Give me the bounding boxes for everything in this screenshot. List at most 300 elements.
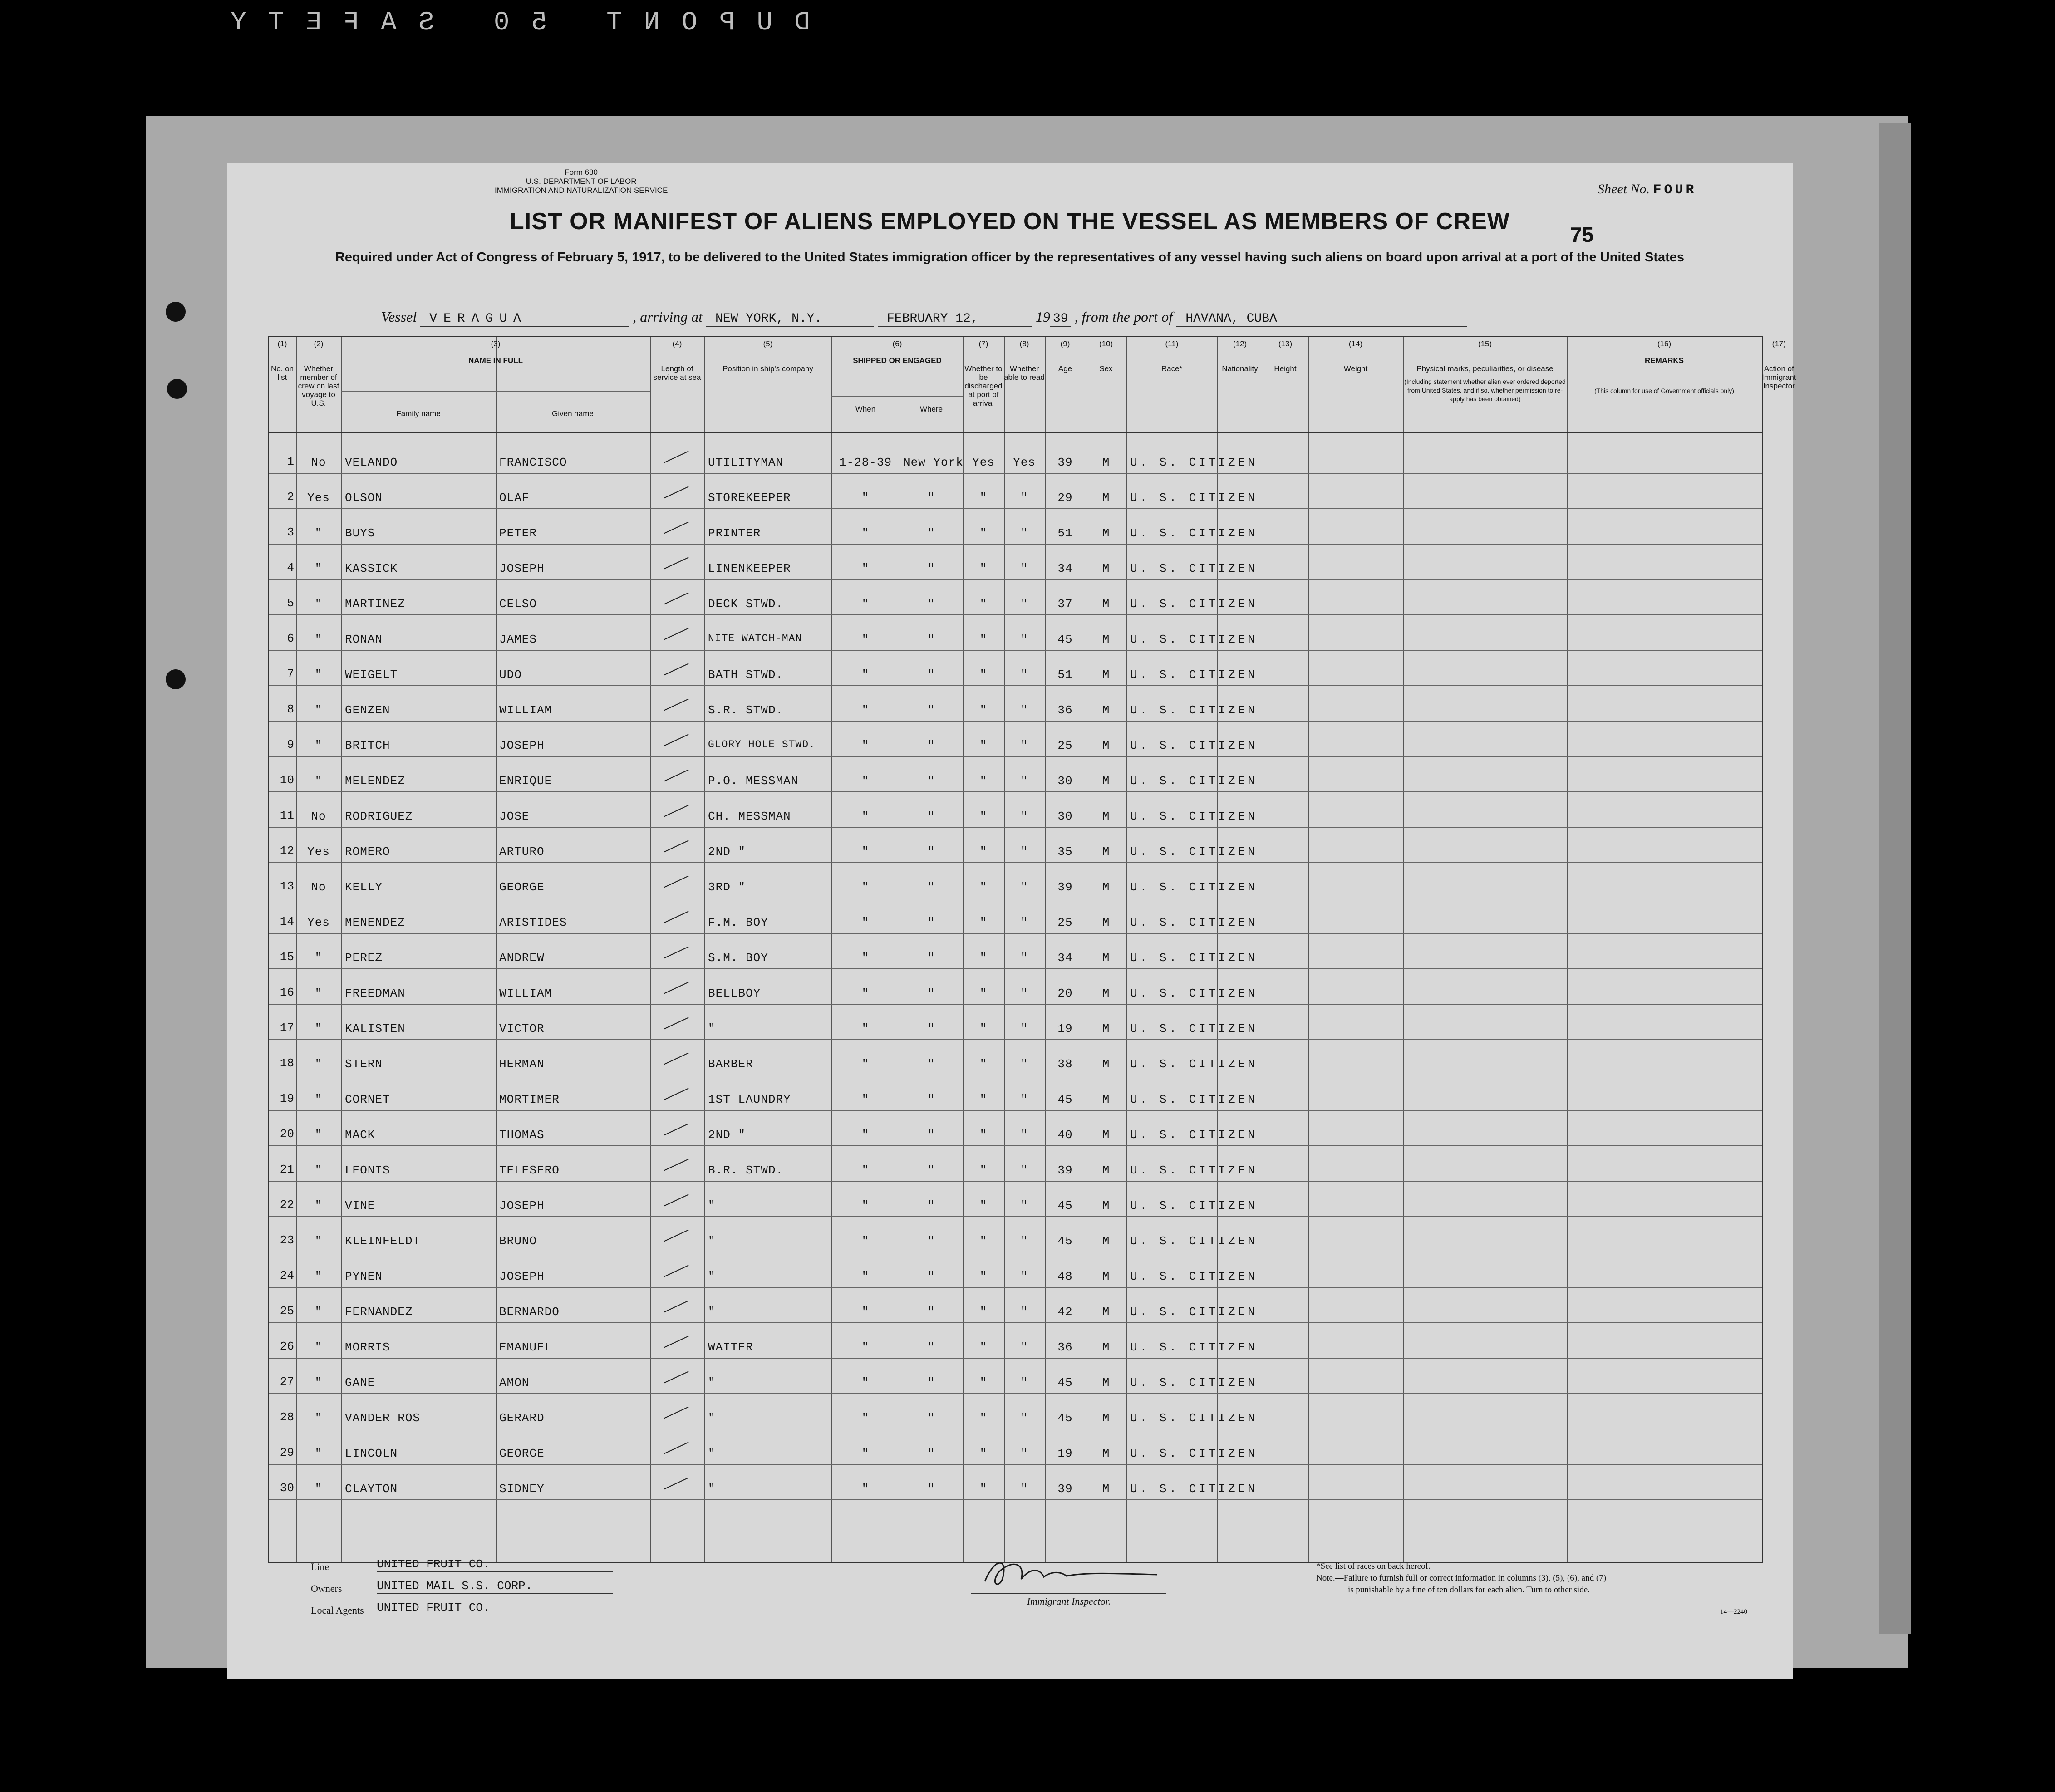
column-header	[1217, 339, 1263, 373]
column-label: Weight	[1343, 364, 1368, 373]
column-header	[1403, 339, 1567, 373]
row-number: 22	[280, 1198, 294, 1212]
to-be-discharged: "	[979, 880, 988, 894]
shipped-when: "	[861, 1128, 870, 1142]
shipped-when: "	[861, 1270, 870, 1283]
column-header	[296, 339, 341, 407]
shipped-when: "	[861, 845, 870, 859]
column-number: (17)	[1772, 339, 1786, 348]
crew-last-voyage: Yes	[307, 916, 330, 929]
able-to-read: Yes	[1013, 456, 1036, 469]
shipped-where: "	[927, 1270, 935, 1283]
to-be-discharged: Yes	[972, 456, 995, 469]
row-number: 23	[280, 1233, 294, 1247]
shipped-where: New York	[903, 456, 964, 469]
crew-last-voyage: No	[311, 456, 326, 469]
shipped-where: "	[927, 916, 935, 929]
row-number: 5	[287, 596, 294, 610]
inspector-label: Immigrant Inspector.	[971, 1593, 1166, 1607]
row-number: 8	[287, 702, 294, 716]
family-name: LINCOLN	[345, 1447, 398, 1460]
crew-last-voyage: "	[315, 668, 323, 682]
able-to-read: "	[1020, 597, 1028, 611]
service-check-mark	[664, 1017, 688, 1029]
service-check-mark	[664, 734, 688, 746]
column-label: Whether member of crew on last voyage to U.S.	[298, 364, 339, 407]
shipped-where: "	[927, 774, 935, 788]
binder-hole	[167, 379, 187, 399]
column-number: (11)	[1165, 339, 1179, 348]
able-to-read: "	[1020, 668, 1028, 682]
column-header	[1004, 339, 1045, 382]
family-name: MENENDEZ	[345, 916, 405, 929]
service-check-mark	[664, 840, 688, 852]
sex: M	[1102, 456, 1110, 469]
table-row	[269, 653, 1762, 689]
given-name: BERNARDO	[499, 1305, 560, 1319]
row-number: 18	[280, 1056, 294, 1070]
nationality: U. S. CITIZEN	[1130, 845, 1258, 859]
service-check-mark	[664, 557, 688, 569]
inspector-signature	[976, 1554, 1166, 1591]
races-note: *See list of races on back hereof.	[1316, 1561, 1431, 1571]
age: 25	[1057, 916, 1073, 929]
sex: M	[1102, 668, 1110, 682]
position: 2ND "	[708, 1128, 746, 1142]
able-to-read: "	[1020, 845, 1028, 859]
when-header: When	[855, 405, 876, 413]
able-to-read: "	[1020, 810, 1028, 823]
to-be-discharged: "	[979, 1057, 988, 1071]
column-label: Nationality	[1222, 364, 1258, 373]
column-number: (14)	[1348, 339, 1363, 348]
sex: M	[1102, 951, 1110, 965]
family-name-header: Family name	[396, 409, 441, 418]
service-check-mark	[664, 663, 688, 675]
shipped-when: "	[861, 633, 870, 646]
table-row	[269, 866, 1762, 901]
position: PRINTER	[708, 526, 761, 540]
arriving-label: , arriving at	[633, 309, 703, 325]
position: BARBER	[708, 1057, 753, 1071]
row-number: 27	[280, 1375, 294, 1389]
shipped-where: "	[927, 1234, 935, 1248]
service-check-mark	[664, 875, 688, 888]
shipped-where: "	[927, 810, 935, 823]
crew-last-voyage: Yes	[307, 845, 330, 859]
able-to-read: "	[1020, 916, 1028, 929]
service-check-mark	[664, 946, 688, 958]
sex: M	[1102, 1340, 1110, 1354]
family-name: MARTINEZ	[345, 597, 405, 611]
position: S.M. BOY	[708, 951, 768, 965]
column-number: (13)	[1278, 339, 1293, 348]
subheader-divider	[341, 391, 650, 392]
column-number: (15)	[1478, 339, 1492, 348]
table-row	[269, 1326, 1762, 1361]
family-name: FERNANDEZ	[345, 1305, 413, 1319]
sex: M	[1102, 739, 1110, 752]
column-number: (4)	[672, 339, 682, 348]
crew-last-voyage: "	[315, 1340, 323, 1354]
nationality: U. S. CITIZEN	[1130, 880, 1258, 894]
able-to-read: "	[1020, 1128, 1028, 1142]
nationality: U. S. CITIZEN	[1130, 1270, 1258, 1283]
sex: M	[1102, 774, 1110, 788]
column-number: (5)	[763, 339, 773, 348]
table-row	[269, 1184, 1762, 1220]
age: 39	[1057, 1482, 1073, 1496]
shipped-where: "	[927, 1057, 935, 1071]
to-be-discharged: "	[979, 810, 988, 823]
row-number: 6	[287, 632, 294, 645]
sex: M	[1102, 1482, 1110, 1496]
shipped-when: "	[861, 526, 870, 540]
age: 36	[1057, 1340, 1073, 1354]
service-check-mark	[664, 1052, 688, 1065]
position: F.M. BOY	[708, 916, 768, 929]
able-to-read: "	[1020, 1305, 1028, 1319]
position: LINENKEEPER	[708, 562, 791, 575]
row-number: 17	[280, 1021, 294, 1035]
service-check-mark	[664, 592, 688, 604]
position: GLORY HOLE STWD.	[708, 739, 816, 751]
column-header	[650, 339, 704, 382]
family-name: GANE	[345, 1376, 375, 1389]
given-name: TELESFRO	[499, 1164, 560, 1177]
to-be-discharged: "	[979, 1022, 988, 1036]
to-be-discharged: "	[979, 845, 988, 859]
service-check-mark	[664, 698, 688, 711]
print-code: 14—2240	[1720, 1608, 1747, 1615]
column-header	[1567, 339, 1762, 365]
shipped-where: "	[927, 739, 935, 752]
to-be-discharged: "	[979, 1411, 988, 1425]
family-name: KASSICK	[345, 562, 398, 575]
row-number: 29	[280, 1446, 294, 1459]
age: 45	[1057, 1199, 1073, 1213]
to-be-discharged: "	[979, 633, 988, 646]
crew-last-voyage: "	[315, 739, 323, 752]
crew-last-voyage: "	[315, 1164, 323, 1177]
row-number: 11	[280, 809, 294, 822]
sex: M	[1102, 526, 1110, 540]
shipped-where: "	[927, 1093, 935, 1106]
row-number: 2	[287, 490, 294, 504]
able-to-read: "	[1020, 774, 1028, 788]
crew-last-voyage: "	[315, 1128, 323, 1142]
nationality: U. S. CITIZEN	[1130, 1022, 1258, 1036]
sex: M	[1102, 1093, 1110, 1106]
age: 35	[1057, 845, 1073, 859]
position: BATH STWD.	[708, 668, 784, 682]
age: 45	[1057, 1234, 1073, 1248]
where-header: Where	[919, 405, 943, 413]
fine-note: Note.—Failure to furnish full or correct information in columns (3), (5), (6), and (7)	[1316, 1573, 1606, 1583]
nationality: U. S. CITIZEN	[1130, 526, 1258, 540]
to-be-discharged: "	[979, 1164, 988, 1177]
given-name: FRANCISCO	[499, 456, 567, 469]
position: P.O. MESSMAN	[708, 774, 799, 788]
position: STOREKEEPER	[708, 491, 791, 505]
able-to-read: "	[1020, 880, 1028, 894]
form-number: Form 680	[565, 168, 598, 177]
to-be-discharged: "	[979, 1128, 988, 1142]
able-to-read: "	[1020, 1411, 1028, 1425]
given-name: ENRIQUE	[499, 774, 552, 788]
position: 2ND "	[708, 845, 746, 859]
departure-port: HAVANA, CUBA	[1176, 312, 1467, 327]
able-to-read: "	[1020, 739, 1028, 752]
service-check-mark	[664, 769, 688, 781]
table-row	[269, 1291, 1762, 1326]
table-row	[269, 1432, 1762, 1468]
crew-last-voyage: "	[315, 597, 323, 611]
service-check-mark	[664, 451, 688, 463]
position: 3RD "	[708, 880, 746, 894]
sex: M	[1102, 1270, 1110, 1283]
service-check-mark	[664, 1300, 688, 1312]
column-label: Whether able to read	[1004, 364, 1045, 382]
column-label: SHIPPED OR ENGAGED	[853, 356, 942, 365]
column-label: Age	[1058, 364, 1072, 373]
service-check-mark	[664, 1477, 688, 1489]
column-number: (9)	[1060, 339, 1070, 348]
crew-last-voyage: "	[315, 1057, 323, 1071]
family-name: MACK	[345, 1128, 375, 1142]
family-name: RONAN	[345, 633, 383, 646]
shipped-when: "	[861, 1022, 870, 1036]
age: 39	[1057, 880, 1073, 894]
position: CH. MESSMAN	[708, 810, 791, 823]
table-row	[269, 1149, 1762, 1184]
position: "	[708, 1022, 716, 1036]
position: 1ST LAUNDRY	[708, 1093, 791, 1106]
sheet-number-label: Sheet No.	[1598, 182, 1650, 196]
age: 45	[1057, 1411, 1073, 1425]
table-row	[269, 830, 1762, 866]
able-to-read: "	[1020, 491, 1028, 505]
row-number: 3	[287, 525, 294, 539]
given-name: MORTIMER	[499, 1093, 560, 1106]
family-name: BUYS	[345, 526, 375, 540]
age: 20	[1057, 987, 1073, 1000]
position: DECK STWD.	[708, 597, 784, 611]
position: "	[708, 1305, 716, 1319]
table-row	[269, 1114, 1762, 1149]
sex: M	[1102, 845, 1110, 859]
shipped-where: "	[927, 845, 935, 859]
shipped-when: "	[861, 1057, 870, 1071]
able-to-read: "	[1020, 1340, 1028, 1354]
family-name: VELANDO	[345, 456, 398, 469]
to-be-discharged: "	[979, 739, 988, 752]
row-number: 30	[280, 1481, 294, 1495]
shipped-where: "	[927, 1340, 935, 1354]
given-name: AMON	[499, 1376, 530, 1389]
position: "	[708, 1482, 716, 1496]
row-number: 4	[287, 561, 294, 574]
family-name: KELLY	[345, 880, 383, 894]
shipped-where: "	[927, 1022, 935, 1036]
table-row	[269, 618, 1762, 653]
shipped-where: "	[927, 491, 935, 505]
given-name: JOSE	[499, 810, 530, 823]
to-be-discharged: "	[979, 562, 988, 575]
service-check-mark	[664, 1123, 688, 1135]
able-to-read: "	[1020, 951, 1028, 965]
able-to-read: "	[1020, 1270, 1028, 1283]
sex: M	[1102, 916, 1110, 929]
vessel-name: VERAGUA	[420, 312, 629, 327]
column-header	[1045, 339, 1086, 373]
crew-last-voyage: "	[315, 1199, 323, 1213]
shipped-when: "	[861, 1340, 870, 1354]
table-row	[269, 1220, 1762, 1255]
service-check-mark	[664, 982, 688, 994]
position: S.R. STWD.	[708, 703, 784, 717]
table-row	[269, 901, 1762, 937]
able-to-read: "	[1020, 1234, 1028, 1248]
column-label: Length of service at sea	[653, 364, 701, 382]
table-row	[269, 1007, 1762, 1043]
owners-label: Owners	[311, 1583, 342, 1594]
sheet-number	[1598, 182, 1697, 198]
shipped-when: "	[861, 1093, 870, 1106]
sex: M	[1102, 880, 1110, 894]
row-number: 7	[287, 667, 294, 681]
shipped-where: "	[927, 1482, 935, 1496]
family-name: KLEINFELDT	[345, 1234, 421, 1248]
to-be-discharged: "	[979, 1447, 988, 1460]
manifest-sheet	[227, 163, 1796, 1679]
agents-value: UNITED FRUIT CO.	[377, 1601, 613, 1615]
service-check-mark	[664, 1229, 688, 1242]
position: "	[708, 1234, 716, 1248]
sex: M	[1102, 1164, 1110, 1177]
sex: M	[1102, 1128, 1110, 1142]
given-name: BRUNO	[499, 1234, 537, 1248]
age: 51	[1057, 668, 1073, 682]
nationality: U. S. CITIZEN	[1130, 1376, 1258, 1389]
to-be-discharged: "	[979, 1305, 988, 1319]
position: "	[708, 1270, 716, 1283]
nationality: U. S. CITIZEN	[1130, 1199, 1258, 1213]
able-to-read: "	[1020, 1199, 1028, 1213]
given-name: OLAF	[499, 491, 530, 505]
shipped-when: "	[861, 703, 870, 717]
given-name: WILLIAM	[499, 703, 552, 717]
column-header	[1126, 339, 1217, 373]
shipped-where: "	[927, 951, 935, 965]
able-to-read: "	[1020, 1482, 1028, 1496]
nationality: U. S. CITIZEN	[1130, 1305, 1258, 1319]
shipped-where: "	[927, 1305, 935, 1319]
nationality: U. S. CITIZEN	[1130, 562, 1258, 575]
column-number: (6)	[892, 339, 902, 348]
to-be-discharged: "	[979, 491, 988, 505]
service-check-mark	[664, 486, 688, 498]
shipped-where: "	[927, 703, 935, 717]
age: 39	[1057, 456, 1073, 469]
crew-last-voyage: No	[311, 810, 326, 823]
column-header	[963, 339, 1004, 407]
shipped-where: "	[927, 597, 935, 611]
service-check-mark	[664, 1406, 688, 1419]
column-number: (12)	[1233, 339, 1247, 348]
to-be-discharged: "	[979, 916, 988, 929]
family-name: OLSON	[345, 491, 383, 505]
to-be-discharged: "	[979, 703, 988, 717]
column-number: (8)	[1019, 339, 1029, 348]
page-subtitle: Required under Act of Congress of February 5, 1917, to be delivered to the United States immigration officer by the representatives of any vessel having such aliens on board upon arrival at a port of the United States	[335, 250, 1685, 265]
sex: M	[1102, 810, 1110, 823]
subheader-divider	[831, 396, 963, 397]
service-check-mark	[664, 1194, 688, 1206]
nationality: U. S. CITIZEN	[1130, 491, 1258, 505]
family-name: FREEDMAN	[345, 987, 405, 1000]
shipped-when: "	[861, 1234, 870, 1248]
nationality: U. S. CITIZEN	[1130, 1447, 1258, 1460]
given-name: GERARD	[499, 1411, 545, 1425]
column-label: Physical marks, peculiarities, or disease	[1416, 364, 1554, 373]
nationality: U. S. CITIZEN	[1130, 1128, 1258, 1142]
nationality: U. S. CITIZEN	[1130, 739, 1258, 752]
given-name: WILLIAM	[499, 987, 552, 1000]
age: 40	[1057, 1128, 1073, 1142]
able-to-read: "	[1020, 633, 1028, 646]
given-name: VICTOR	[499, 1022, 545, 1036]
service-check-mark	[664, 1159, 688, 1171]
shipped-where: "	[927, 633, 935, 646]
binder-hole	[166, 302, 186, 322]
column-header	[1086, 339, 1126, 373]
remarks-note: (Including statement whether alien ever ordered deported from United States, and if so, whether permission to re-apply has been obtained)	[1404, 378, 1566, 403]
sex: M	[1102, 1305, 1110, 1319]
table-row	[269, 547, 1762, 583]
column-number: (7)	[978, 339, 988, 348]
able-to-read: "	[1020, 703, 1028, 717]
sex: M	[1102, 1022, 1110, 1036]
nationality: U. S. CITIZEN	[1130, 597, 1258, 611]
row-number: 24	[280, 1269, 294, 1282]
nationality: U. S. CITIZEN	[1130, 703, 1258, 717]
table-row	[269, 760, 1762, 795]
nationality: U. S. CITIZEN	[1130, 668, 1258, 682]
shipped-when: "	[861, 1305, 870, 1319]
age: 37	[1057, 597, 1073, 611]
able-to-read: "	[1020, 1376, 1028, 1389]
row-number: 16	[280, 986, 294, 999]
shipped-where: "	[927, 668, 935, 682]
age: 34	[1057, 951, 1073, 965]
able-to-read: "	[1020, 1057, 1028, 1071]
column-header	[269, 339, 296, 382]
able-to-read: "	[1020, 526, 1028, 540]
given-name: JOSEPH	[499, 1199, 545, 1213]
family-name: KALISTEN	[345, 1022, 405, 1036]
table-row	[269, 583, 1762, 618]
given-name: UDO	[499, 668, 522, 682]
column-label: Action of Immigrant Inspector	[1762, 364, 1796, 390]
family-name: CLAYTON	[345, 1482, 398, 1496]
family-name: BRITCH	[345, 739, 390, 752]
row-number: 1	[287, 455, 294, 468]
row-number: 25	[280, 1304, 294, 1318]
crew-last-voyage: "	[315, 526, 323, 540]
column-label: Whether to be discharged at port of arrival	[964, 364, 1003, 407]
owners-value: UNITED MAIL S.S. CORP.	[377, 1579, 613, 1594]
